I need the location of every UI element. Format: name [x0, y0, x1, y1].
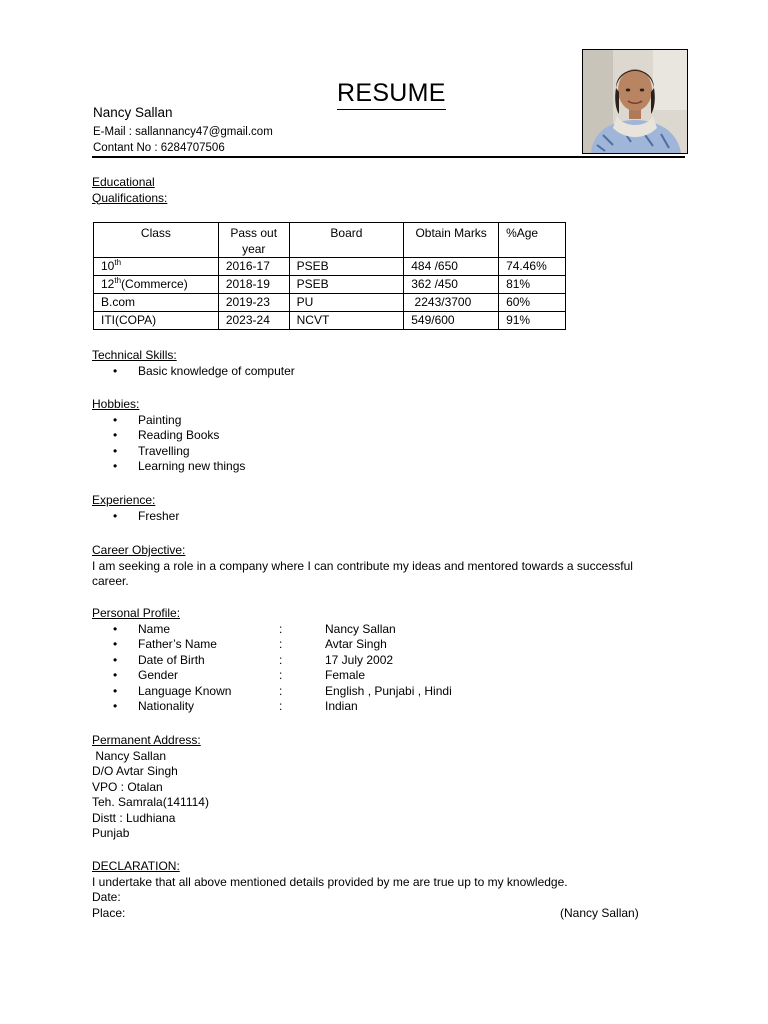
profile-row-gender: [92, 668, 682, 684]
profile-photo-image: [583, 50, 687, 153]
date-label: Date:: [92, 890, 121, 904]
header-pass-out-year: Pass out year: [218, 223, 289, 258]
address-line: Distt : Ludhiana: [92, 810, 176, 825]
cell-board: PSEB: [289, 276, 404, 294]
profile-value: Female: [325, 668, 366, 683]
career-objective-line1: I am seeking a role in a company where I can contribute my ideas and mentored towards a successful: [92, 558, 633, 573]
cell-marks: 2243/3700: [404, 294, 499, 312]
profile-row-father-name: [92, 637, 682, 653]
profile-value: Avtar Singh: [325, 637, 387, 652]
email-line: E-Mail : sallannancy47@gmail.com: [93, 126, 273, 138]
profile-row-date-of-birth: [92, 653, 682, 669]
personal-profile-heading: Personal Profile:: [92, 606, 181, 620]
place-label: Place:: [92, 905, 126, 920]
profile-separator: :: [279, 652, 283, 667]
header-obtain-marks: Obtain Marks: [404, 223, 499, 258]
cell-class: 10th: [94, 258, 219, 276]
table-header-row: [94, 223, 566, 258]
profile-row-name: [92, 622, 682, 638]
qualifications-table: [93, 222, 566, 330]
cell-percent: 60%: [499, 294, 566, 312]
cell-marks: 549/600: [404, 312, 499, 330]
profile-photo: [582, 49, 688, 154]
resume-title: RESUME: [337, 78, 446, 110]
cell-percent: 91%: [499, 312, 566, 330]
cell-percent: 74.46%: [499, 258, 566, 276]
profile-separator: :: [279, 699, 283, 714]
cell-marks: 484 /650: [404, 258, 499, 276]
profile-label: • Father’s Name: [138, 637, 217, 652]
profile-label: • Gender: [138, 668, 179, 683]
profile-label: • Name: [138, 621, 171, 636]
cell-year: 2019-23: [218, 294, 289, 312]
cell-class: ITI(COPA): [94, 312, 219, 330]
cell-year: 2018-19: [218, 276, 289, 294]
education-heading-line1: Educational: [92, 175, 155, 189]
profile-separator: :: [279, 637, 283, 652]
address-line: Teh. Samrala(141114): [92, 795, 209, 810]
hobbies-section: [92, 397, 682, 475]
list-item: • Painting: [92, 413, 682, 429]
address-section: [92, 733, 682, 842]
cell-class: B.com: [94, 294, 219, 312]
experience-list: [92, 509, 682, 525]
cell-class: 12th(Commerce): [94, 276, 219, 294]
cell-board: PU: [289, 294, 404, 312]
profile-value: Nancy Sallan: [325, 621, 396, 636]
profile-label: • Nationality: [138, 699, 195, 714]
list-item: • Basic knowledge of computer: [92, 364, 682, 380]
technical-skills-list: [92, 364, 682, 380]
table-row: [94, 258, 566, 276]
hobbies-list: [92, 413, 682, 475]
address-line: Nancy Sallan: [92, 748, 167, 763]
list-item: • Travelling: [92, 444, 682, 460]
header-percentage: %Age: [499, 223, 566, 258]
cell-percent: 81%: [499, 276, 566, 294]
career-objective-line2: career.: [92, 574, 129, 588]
cell-marks: 362 /450: [404, 276, 499, 294]
address-line: VPO : Otalan: [92, 779, 163, 794]
contact-number-line: Contant No : 6284707506: [93, 142, 225, 154]
candidate-name: Nancy Sallan: [93, 105, 173, 120]
table-row: [94, 312, 566, 330]
list-item: • Learning new things: [92, 459, 682, 475]
declaration-text: I undertake that all above mentioned details provided by me are true up to my knowledge.: [92, 874, 568, 889]
technical-skills-section: [92, 348, 682, 379]
cell-year: 2023-24: [218, 312, 289, 330]
profile-label: • Language Known: [138, 683, 232, 698]
header-divider: [92, 156, 685, 158]
header-board: Board: [289, 223, 404, 258]
profile-separator: :: [279, 621, 283, 636]
personal-profile-section: [92, 606, 682, 715]
table-row: [94, 276, 566, 294]
profile-row-language: [92, 684, 682, 700]
profile-value: English , Punjabi , Hindi: [325, 683, 452, 698]
profile-separator: :: [279, 683, 283, 698]
address-line: D/O Avtar Singh: [92, 764, 178, 779]
profile-label: • Date of Birth: [138, 652, 205, 667]
profile-value: 17 July 2002: [325, 652, 394, 667]
list-item: • Fresher: [92, 509, 682, 525]
profile-separator: :: [279, 668, 283, 683]
education-heading-line2: Qualifications:: [92, 190, 168, 205]
hobbies-heading: Hobbies:: [92, 397, 140, 411]
profile-row-nationality: [92, 699, 682, 715]
address-heading: Permanent Address:: [92, 733, 201, 747]
cell-year: 2016-17: [218, 258, 289, 276]
cell-board: PSEB: [289, 258, 404, 276]
profile-value: Indian: [325, 699, 358, 714]
experience-section: [92, 493, 682, 524]
experience-heading: Experience:: [92, 493, 156, 507]
table-row: [94, 294, 566, 312]
technical-skills-heading: Technical Skills:: [92, 348, 177, 362]
list-item: • Reading Books: [92, 428, 682, 444]
career-objective-heading: Career Objective:: [92, 543, 186, 557]
address-line: Punjab: [92, 826, 130, 841]
education-heading: [92, 175, 682, 206]
career-objective-section: [92, 543, 692, 590]
cell-board: NCVT: [289, 312, 404, 330]
header-class: Class: [94, 223, 219, 258]
signature-name: (Nancy Sallan): [560, 906, 639, 920]
declaration-heading: DECLARATION:: [92, 859, 180, 873]
